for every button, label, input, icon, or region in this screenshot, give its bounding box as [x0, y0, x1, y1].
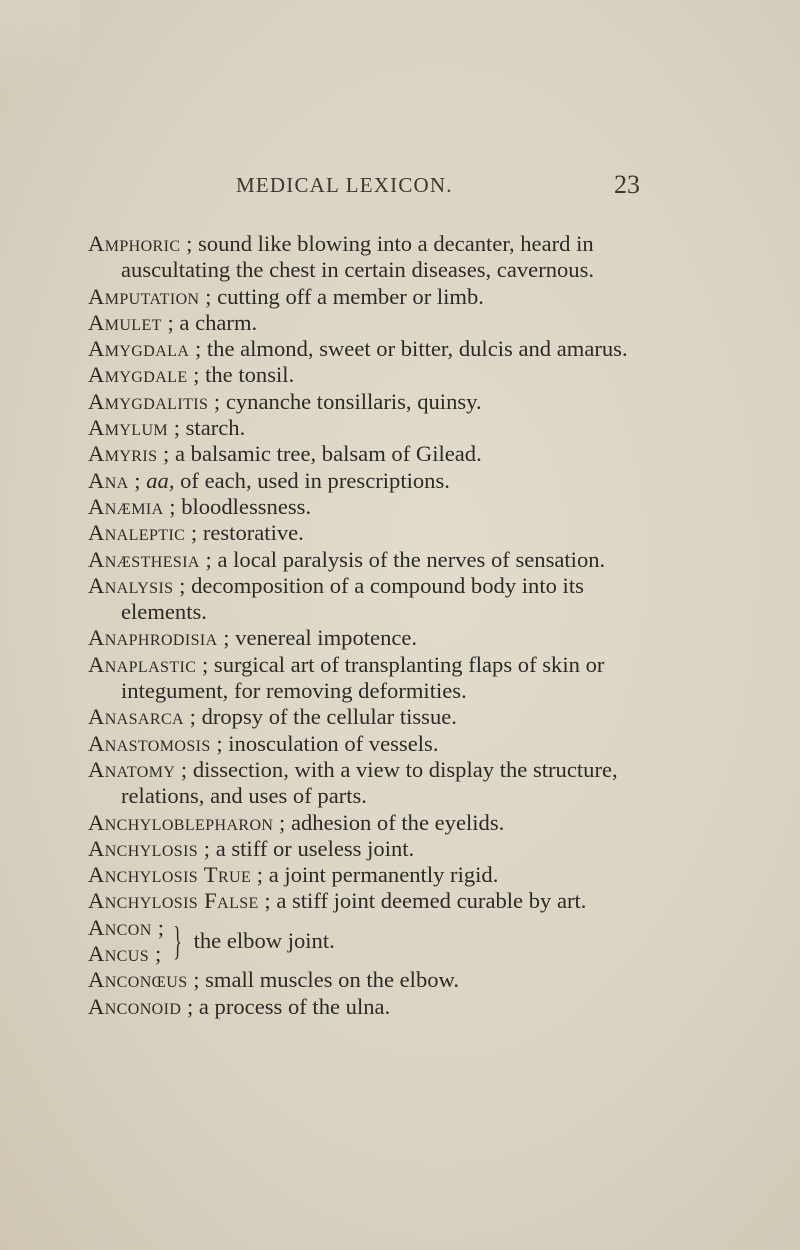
- entry-separator: ;: [180, 231, 199, 256]
- entry-term: Amulet: [88, 309, 162, 335]
- lexicon-entry: [88, 652, 668, 705]
- entry-definition: venereal impotence.: [235, 625, 418, 651]
- lexicon-entry: [88, 888, 668, 914]
- entry-separator: ;: [189, 336, 207, 362]
- entry-definition: surgical art of transplanting flaps of skin or integument, for removing deformities.: [121, 651, 605, 704]
- entry-definition: cynanche tonsillaris, quinsy.: [225, 388, 482, 414]
- page-number: 23: [614, 170, 640, 199]
- entry-definition: starch.: [185, 415, 246, 441]
- entry-separator: ;: [198, 835, 216, 861]
- lexicon-entry: [88, 310, 668, 336]
- entry-definition: a stiff joint deemed curable by art.: [276, 888, 587, 914]
- entry-term: Amygdale: [88, 362, 188, 388]
- entry-term: Anæsthesia: [88, 546, 200, 572]
- entry-term: Anasarca: [88, 704, 184, 730]
- entry-definition: restorative.: [202, 520, 304, 546]
- entry-definition: a local paralysis of the nerves of sensation.: [217, 546, 606, 572]
- entry-definition: sound like blowing into a decanter, heard in auscultating the chest in certain diseases, cavernous.: [121, 231, 595, 283]
- entry-term: Anchyloblepharon: [88, 809, 274, 835]
- entry-term: Anconoid: [88, 993, 182, 1019]
- entry-term: Anæmia: [88, 493, 164, 519]
- lexicon-entry: [88, 336, 668, 362]
- lexicon-entry: [88, 362, 668, 388]
- entry-definition: dissection, with a view to display the structure, relations, and uses of parts.: [121, 756, 618, 809]
- lexicon-entry: [88, 810, 668, 836]
- brace-glyph: }: [173, 918, 183, 964]
- entry-definition: dropsy of the cellular tissue.: [201, 704, 457, 730]
- entry-term: Anchylosis True: [88, 862, 252, 888]
- entry-term: Analysis: [88, 572, 174, 598]
- lexicon-entry: [88, 415, 668, 441]
- lexicon-entry: [88, 862, 668, 888]
- entry-term: Ancon ;: [88, 914, 165, 940]
- lexicon-entry: [88, 836, 668, 862]
- entry-separator: ;: [273, 809, 291, 835]
- entry-separator: ;: [173, 572, 192, 598]
- entry-separator: ;: [196, 651, 214, 677]
- entry-separator: ;: [187, 967, 206, 993]
- lexicon-entry: [88, 284, 668, 310]
- lexicon-entry: [88, 967, 668, 993]
- entry-term: Amygdalitis: [88, 388, 209, 414]
- lexicon-entry: [88, 441, 668, 467]
- lexicon-entry: [88, 625, 668, 651]
- lexicon-entry: [88, 468, 668, 494]
- entry-separator: ;: [217, 625, 236, 651]
- entry-definition: a joint permanently rigid.: [268, 862, 499, 888]
- entry-definition: bloodlessness.: [181, 493, 312, 519]
- entry-separator: ;: [183, 704, 202, 730]
- entry-term: Amygdala: [88, 336, 190, 362]
- entry-definition: the almond, sweet or bitter, dulcis and amarus.: [206, 336, 628, 362]
- entry-separator: ;: [251, 862, 269, 888]
- entry-term: Amylum: [88, 415, 169, 441]
- entry-separator: ;: [210, 730, 229, 756]
- entry-term: Ana: [88, 467, 129, 493]
- entry-term: Amputation: [88, 283, 200, 309]
- entry-separator: ;: [187, 362, 206, 388]
- entry-separator: ;: [168, 415, 186, 441]
- entry-separator: ;: [258, 888, 277, 914]
- entry-separator: ;: [199, 283, 218, 309]
- entry-separator: ;: [128, 467, 147, 493]
- page-fold-shading: [0, 0, 80, 130]
- entry-definition: a charm.: [179, 309, 258, 335]
- entry-definition: the tonsil.: [205, 362, 295, 388]
- entry-separator: ;: [157, 441, 175, 467]
- group-terms: [88, 915, 164, 968]
- entry-separator: ;: [185, 520, 203, 546]
- running-head: MEDICAL LEXICON.: [236, 173, 453, 197]
- entry-separator: ;: [208, 388, 226, 414]
- entry-term: Analeptic: [88, 520, 186, 546]
- entry-definition: of each, used in prescriptions.: [174, 467, 450, 493]
- lexicon-entry: [88, 757, 668, 810]
- entry-term: Anconœus: [88, 967, 188, 993]
- entry-term: Ancus ;: [88, 941, 162, 967]
- entry-definition: a balsamic tree, balsam of Gilead.: [174, 441, 482, 467]
- entry-definition: a process of the ulna.: [198, 993, 391, 1019]
- entry-separator: ;: [181, 993, 199, 1019]
- entry-term: Anatomy: [88, 756, 176, 782]
- entry-separator: ;: [161, 309, 180, 335]
- entry-term: Amyris: [88, 441, 158, 467]
- entry-definition: adhesion of the eyelids.: [290, 809, 505, 835]
- lexicon-entries: [88, 231, 668, 1020]
- lexicon-entry: [88, 389, 668, 415]
- lexicon-group-entry: [88, 915, 668, 968]
- lexicon-entry: [88, 231, 668, 284]
- lexicon-entry: [88, 494, 668, 520]
- entry-definition: a stiff or useless joint.: [215, 835, 415, 861]
- lexicon-entry: [88, 994, 668, 1020]
- lexicon-entry: [88, 731, 668, 757]
- entry-definition: cutting off a member or limb.: [217, 283, 484, 309]
- entry-term: Anchylosis False: [88, 888, 259, 914]
- entry-term: Anaphrodisia: [88, 625, 218, 651]
- entry-separator: ;: [199, 546, 218, 572]
- lexicon-entry: [88, 704, 668, 730]
- entry-term: Anchylosis: [88, 835, 199, 861]
- lexicon-entry: [88, 573, 668, 626]
- lexicon-entry: [88, 520, 668, 546]
- lexicon-entry: [88, 547, 668, 573]
- entry-definition: small muscles on the elbow.: [205, 967, 460, 993]
- entry-separator: ;: [175, 756, 193, 782]
- entry-definition-italic: aa,: [146, 467, 175, 493]
- page-header: [0, 170, 800, 203]
- entry-definition: inosculation of vessels.: [228, 730, 439, 756]
- entry-term: Amphoric: [88, 231, 181, 256]
- entry-term: Anaplastic: [88, 651, 197, 677]
- entry-term: Anastomosis: [88, 730, 211, 756]
- entry-definition: the elbow joint.: [193, 927, 335, 953]
- entry-separator: ;: [163, 493, 182, 519]
- entry-definition: decomposition of a compound body into its elements.: [121, 572, 584, 625]
